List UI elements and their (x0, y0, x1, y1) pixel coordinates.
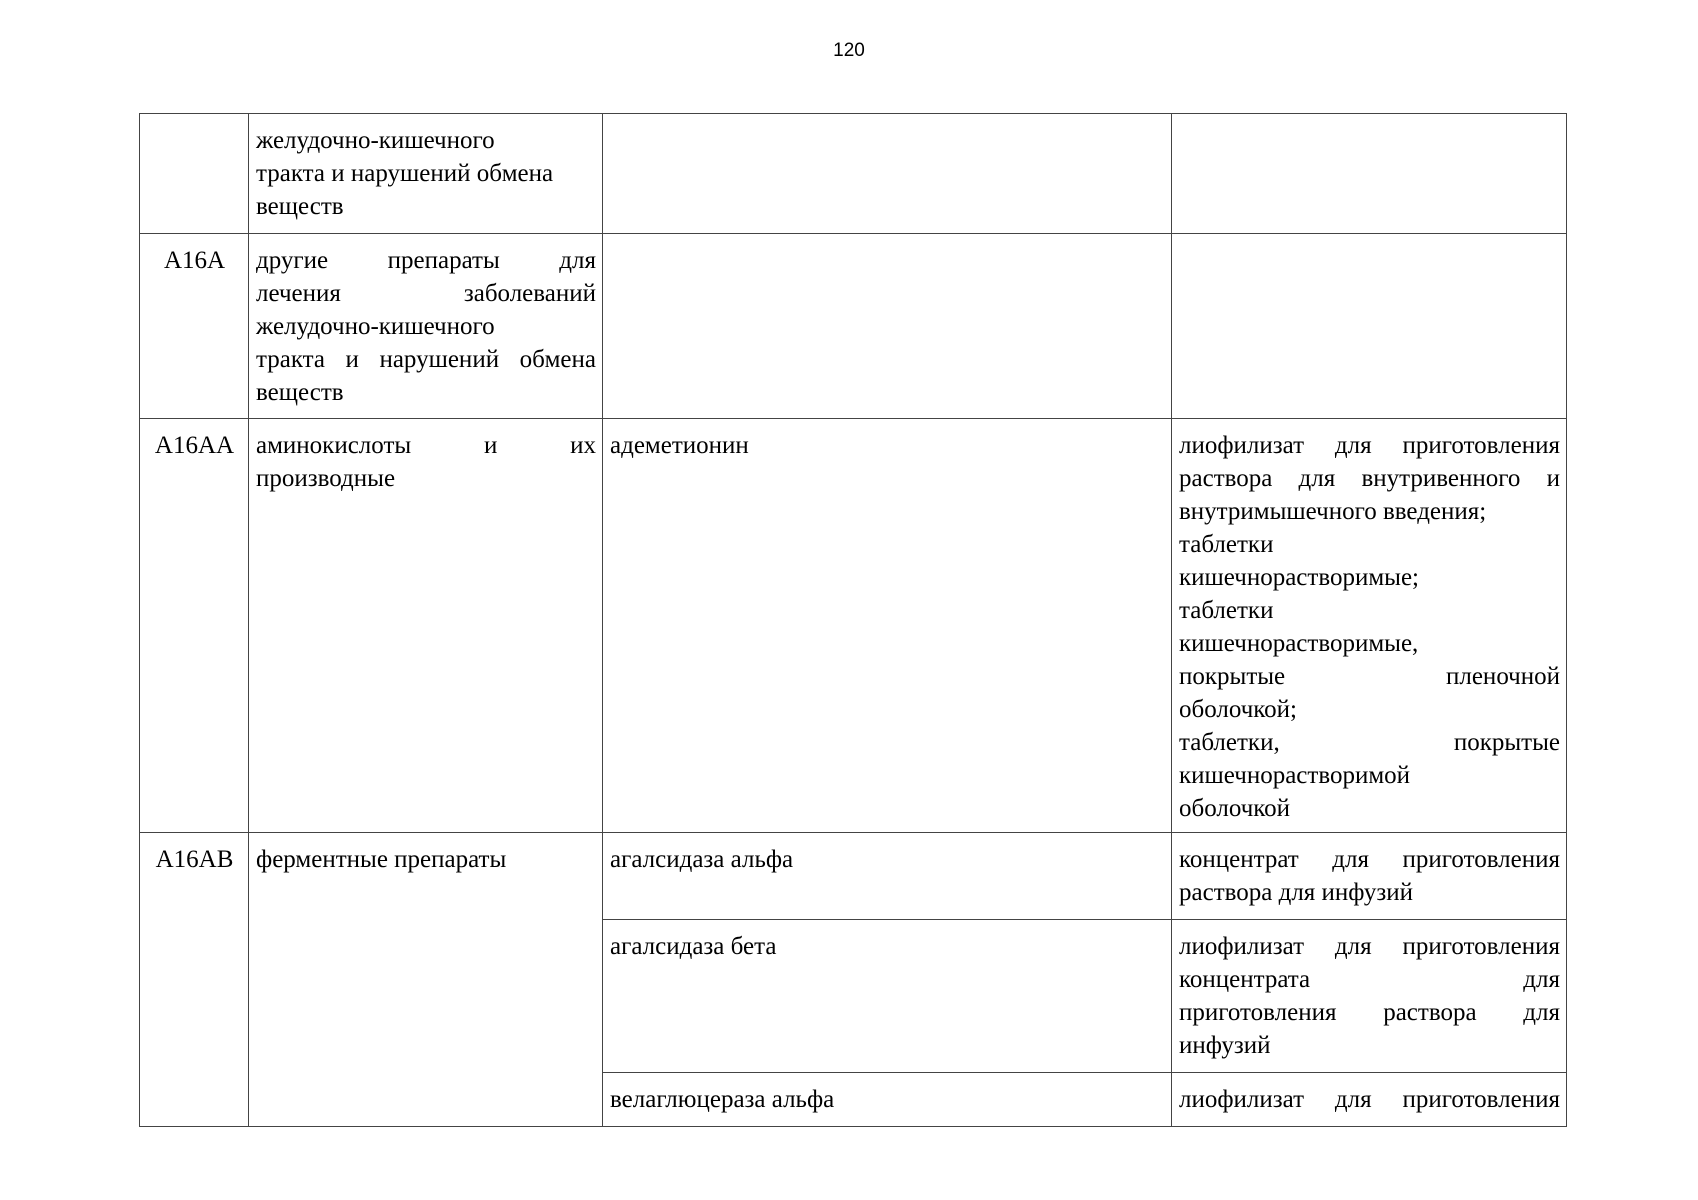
group-cell: ферментные препараты (249, 833, 603, 1127)
form-line: оболочкой (1179, 795, 1291, 822)
atc-code-cell: A16A (140, 234, 249, 419)
group-cell (249, 419, 603, 833)
drug-cell: агалсидаза альфа (603, 833, 1172, 920)
group-line: тракта и нарушений обмена (256, 346, 596, 373)
form-cell (1172, 920, 1567, 1073)
form-cell (1172, 234, 1567, 419)
page-number: 120 (833, 40, 865, 61)
drug-cell: велаглюцераза альфа (603, 1073, 1172, 1127)
form-line: кишечнорастворимой (1179, 762, 1411, 789)
form-cell (1172, 114, 1567, 234)
atc-code-cell: A16AB (140, 833, 249, 1127)
form-line: оболочкой; (1179, 696, 1297, 723)
group-cell (249, 234, 603, 419)
table-row (140, 419, 1567, 833)
form-line: лиофилизат для приготовления (1179, 432, 1560, 459)
drug-cell: агалсидаза бета (603, 920, 1172, 1073)
group-line: другие препараты для (256, 247, 596, 274)
drug-cell (603, 234, 1172, 419)
form-line: концентрата для (1179, 966, 1560, 993)
group-cell (249, 114, 603, 234)
form-cell (1172, 1073, 1567, 1127)
drug-cell (603, 114, 1172, 234)
form-line: таблетки (1179, 597, 1274, 624)
group-line: лечения заболеваний (256, 280, 596, 307)
group-line: веществ (256, 193, 344, 220)
form-line: раствора для внутривенного и (1179, 465, 1560, 492)
group-line: желудочно-кишечного (256, 313, 495, 340)
form-cell (1172, 419, 1567, 833)
form-line: лиофилизат для приготовления (1179, 1086, 1560, 1113)
form-line: кишечнорастворимые; (1179, 564, 1419, 591)
medication-table (139, 113, 1567, 1127)
form-line: раствора для инфузий (1179, 879, 1414, 906)
group-line: аминокислоты и их (256, 432, 596, 459)
group-line: тракта и нарушений обмена (256, 160, 554, 187)
table-row (140, 234, 1567, 419)
form-line: концентрат для приготовления (1179, 846, 1560, 873)
atc-code-cell: A16AA (140, 419, 249, 833)
group-line: производные (256, 465, 396, 492)
drug-cell: адеметионин (603, 419, 1172, 833)
form-line: таблетки (1179, 531, 1274, 558)
group-line: веществ (256, 379, 344, 406)
form-line: приготовления раствора для (1179, 999, 1560, 1026)
form-line: лиофилизат для приготовления (1179, 933, 1560, 960)
form-line: таблетки, покрытые (1179, 729, 1560, 756)
form-line: внутримышечного введения; (1179, 498, 1487, 525)
form-cell (1172, 833, 1567, 920)
form-line: инфузий (1179, 1032, 1271, 1059)
table-row (140, 114, 1567, 234)
form-line: кишечнорастворимые, (1179, 630, 1419, 657)
atc-code-cell (140, 114, 249, 234)
form-line: покрытые пленочной (1179, 663, 1560, 690)
group-line: желудочно-кишечного (256, 127, 495, 154)
table-row (140, 833, 1567, 920)
